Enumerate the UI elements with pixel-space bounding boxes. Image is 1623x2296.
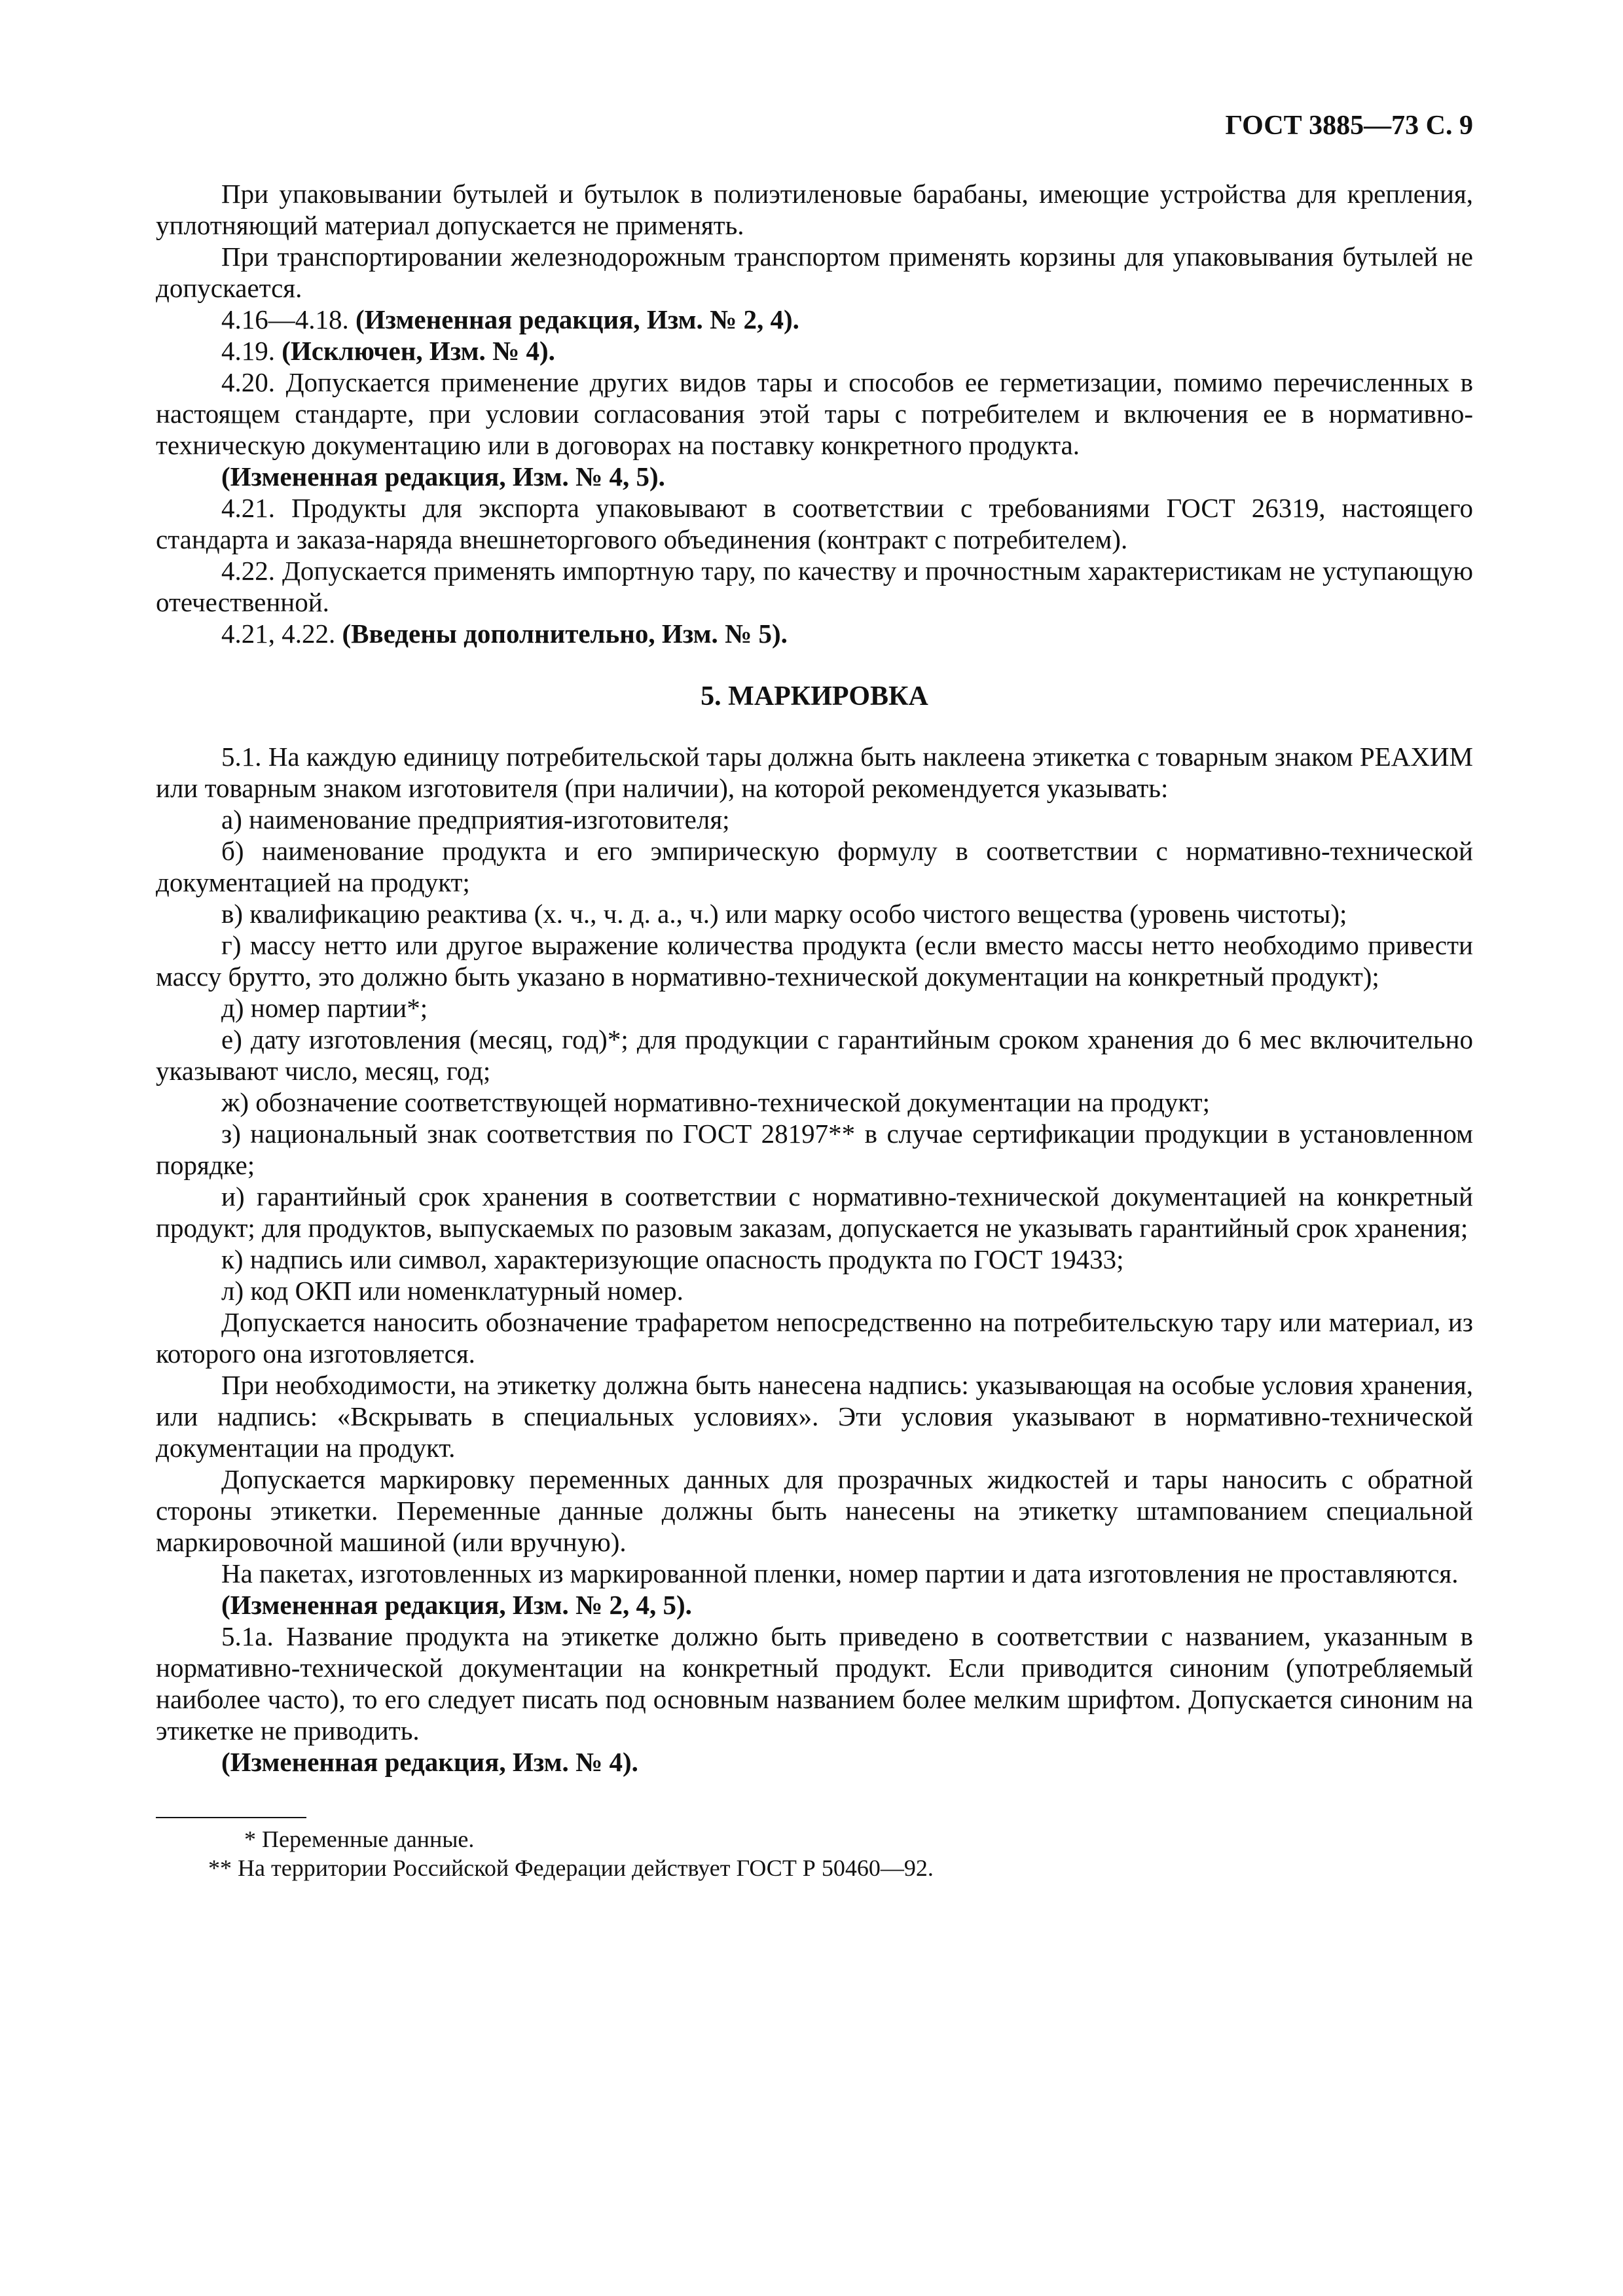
paragraph-5-1: 5.1. На каждую единицу потребительской тары должна быть наклеена этикетка с товарным знаком РЕАХИМ или товарным знаком изготовителя (при наличии), на которой рекомендуется указывать:: [156, 742, 1473, 803]
amendment-note: (Измененная редакция, Изм. № 2, 4).: [356, 304, 799, 334]
list-item: л) код ОКП или номенклатурный номер.: [221, 1276, 684, 1306]
clause-number: 4.21, 4.22.: [221, 619, 336, 649]
clause-number: 4.19.: [221, 336, 275, 366]
list-item: д) номер партии*;: [221, 993, 428, 1023]
label-requirements-list: [156, 804, 1473, 1306]
amendment-note: (Введены дополнительно, Изм. № 5).: [342, 619, 788, 649]
list-item: е) дату изготовления (месяц, год)*; для продукции с гарантийным сроком хранения до 6 мес включительно указывают число, месяц, год;: [156, 1024, 1473, 1086]
document-page: [156, 110, 1473, 2204]
paragraph: При упаковывании бутылей и бутылок в полиэтиленовые барабаны, имеющие устройства для крепления, уплотняющий материал допускается не применять.: [156, 179, 1473, 240]
clause-number: 4.16—4.18.: [221, 304, 349, 334]
list-item: к) надпись или символ, характеризующие опасность продукта по ГОСТ 19433;: [221, 1244, 1124, 1274]
paragraph-5-1a: 5.1а. Название продукта на этикетке должно быть приведено в соответствии с названием, указанным в нормативно-технической документации на конкретный продукт. Если приводится синоним (употребляемый наиболее часто), то его следует писать под основным названием более мелким шрифтом. Допускается синоним на этикетке не приводить.: [156, 1621, 1473, 1746]
page-header: ГОСТ 3885—73 С. 9: [1225, 111, 1473, 141]
paragraph-4-21: 4.21. Продукты для экспорта упаковывают в соответствии с требованиями ГОСТ 26319, настоящего стандарта и заказа-наряда внешнеторгового объединения (контракт с потребителем).: [156, 493, 1473, 554]
paragraph-4-21-4-22: [156, 618, 1473, 649]
paragraph: На пакетах, изготовленных из маркированной пленки, номер партии и дата изготовления не проставляются.: [221, 1558, 1459, 1588]
footnote: ** На территории Российской Федерации действует ГОСТ Р 50460—92.: [208, 1855, 934, 1881]
amendment-note: (Исключен, Изм. № 4).: [282, 336, 555, 366]
section-title: 5. МАРКИРОВКА: [701, 681, 928, 711]
list-item: б) наименование продукта и его эмпирическую формулу в соответствии с нормативно-технической документацией на продукт;: [156, 836, 1473, 897]
paragraph-4-19: [156, 335, 1473, 367]
list-item: ж) обозначение соответствующей нормативно-технической документации на продукт;: [221, 1087, 1210, 1117]
paragraph-4-16: [156, 304, 1473, 335]
paragraph-4-20: 4.20. Допускается применение других видов тары и способов ее герметизации, помимо перечисленных в настоящем стандарте, при условии согласования этой тары с потребителем и включения ее в нормативно-техническую документацию или в договорах на поставку конкретного продукта.: [156, 367, 1473, 460]
paragraph: При транспортировании железнодорожным транспортом применять корзины для упаковывания бутылей не допускается.: [156, 242, 1473, 303]
footnote-divider: [156, 1817, 306, 1818]
paragraph-4-22: 4.22. Допускается применять импортную тару, по качеству и прочностным характеристикам не уступающую отечественной.: [156, 556, 1473, 617]
amendment-note: (Измененная редакция, Изм. № 4).: [221, 1747, 638, 1777]
paragraph: При необходимости, на этикетку должна быть нанесена надпись: указывающая на особые условия хранения, или надпись: «Вскрывать в специальных условиях». Эти условия указывают в нормативно-технической документации на продукт.: [156, 1370, 1473, 1463]
paragraph: Допускается наносить обозначение трафаретом непосредственно на потребительскую тару или материал, из которого она изготовляется.: [156, 1307, 1473, 1369]
list-item: в) квалификацию реактива (х. ч., ч. д. а., ч.) или марку особо чистого вещества (уровень чистоты);: [221, 899, 1347, 929]
list-item: г) массу нетто или другое выражение количества продукта (если вместо массы нетто необходимо привести массу брутто, это должно быть указано в нормативно-технической документации на конкретный продукт);: [156, 930, 1473, 992]
amendment-note: (Измененная редакция, Изм. № 2, 4, 5).: [221, 1590, 692, 1620]
list-item: а) наименование предприятия-изготовителя;: [221, 804, 730, 834]
list-item: з) национальный знак соответствия по ГОСТ 28197** в случае сертификации продукции в установленном порядке;: [156, 1119, 1473, 1180]
paragraph: Допускается маркировку переменных данных для прозрачных жидкостей и тары наносить с обратной стороны этикетки. Переменные данные должны быть нанесены на этикетку штампованием специальной маркировочной машиной (или вручную).: [156, 1464, 1473, 1557]
footnote: * Переменные данные.: [244, 1826, 475, 1852]
amendment-note: (Измененная редакция, Изм. № 4, 5).: [221, 461, 665, 492]
list-item: и) гарантийный срок хранения в соответствии с нормативно-технической документацией на конкретный продукт; для продуктов, выпускаемых по разовым заказам, допускается не указывать гарантийный срок хранения;: [156, 1181, 1473, 1243]
